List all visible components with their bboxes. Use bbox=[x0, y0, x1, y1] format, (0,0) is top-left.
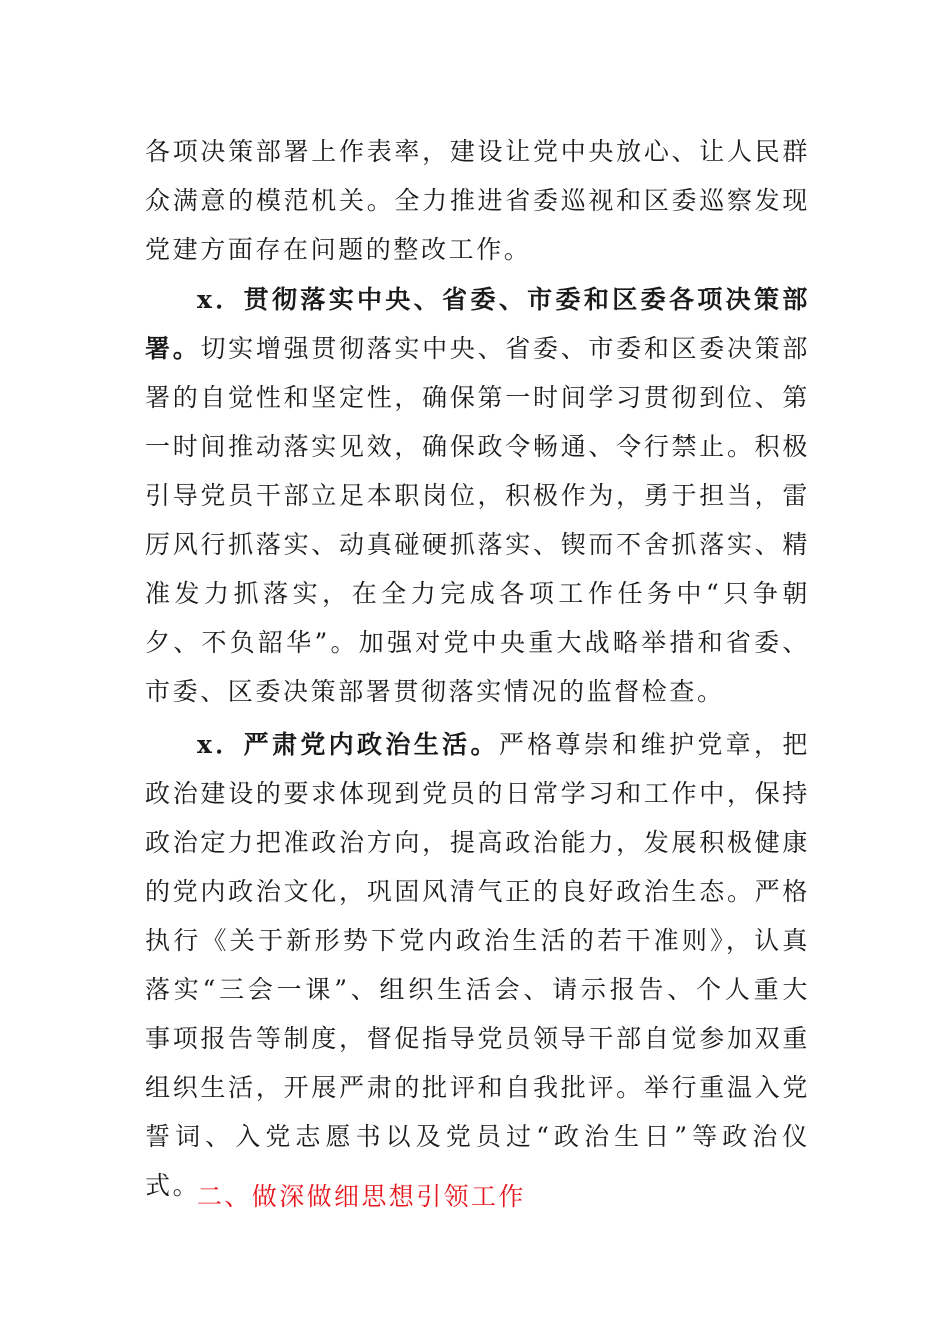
item-heading: x．严肃党内政治生活。 bbox=[197, 730, 499, 759]
item-body: 严格尊崇和维护党章，把政治建设的要求体现到党员的日常学习和工作中，保持政治定力把准政治方向，提高政治能力，发展积极健康的党内政治文化，巩固风清气正的良好政治生态。严格执行《关于新形势下党内政治生活的若干准则》，认真落实“三会一课”、组织生活会、请示报告、个人重大事项报告等制度，督促指导党员领导干部自觉参加双重组织生活，开展严肃的批评和自我批评。举行重温入党誓词、入党志愿书以及党员过“政治生日”等政治仪式。 bbox=[145, 730, 810, 1200]
paragraph-text: 各项决策部署上作表率，建设让党中央放心、让人民群众满意的模范机关。全力推进省委巡视和区委巡察发现党建方面存在问题的整改工作。 bbox=[145, 137, 810, 264]
paragraph-item bbox=[145, 275, 810, 716]
paragraph-item bbox=[145, 720, 810, 1210]
paragraph-continuation bbox=[145, 127, 810, 274]
section-heading: 二、做深做细思想引领工作 bbox=[197, 1182, 526, 1211]
item-body: 切实增强贯彻落实中央、省委、市委和区委决策部署的自觉性和坚定性，确保第一时间学习贯彻到位、第一时间推动落实见效，确保政令畅通、令行禁止。积极引导党员干部立足本职岗位，积极作为，勇于担当，雷厉风行抓落实、动真碰硬抓落实、锲而不舍抓落实、精准发力抓落实，在全力完成各项工作任务中“只争朝夕、不负韶华”。加强对党中央重大战略举措和省委、市委、区委决策部署贯彻落实情况的监督检查。 bbox=[145, 334, 811, 706]
item-heading: x．贯彻落实中央、省委、市委和区委各项决策部署。 bbox=[145, 285, 810, 363]
